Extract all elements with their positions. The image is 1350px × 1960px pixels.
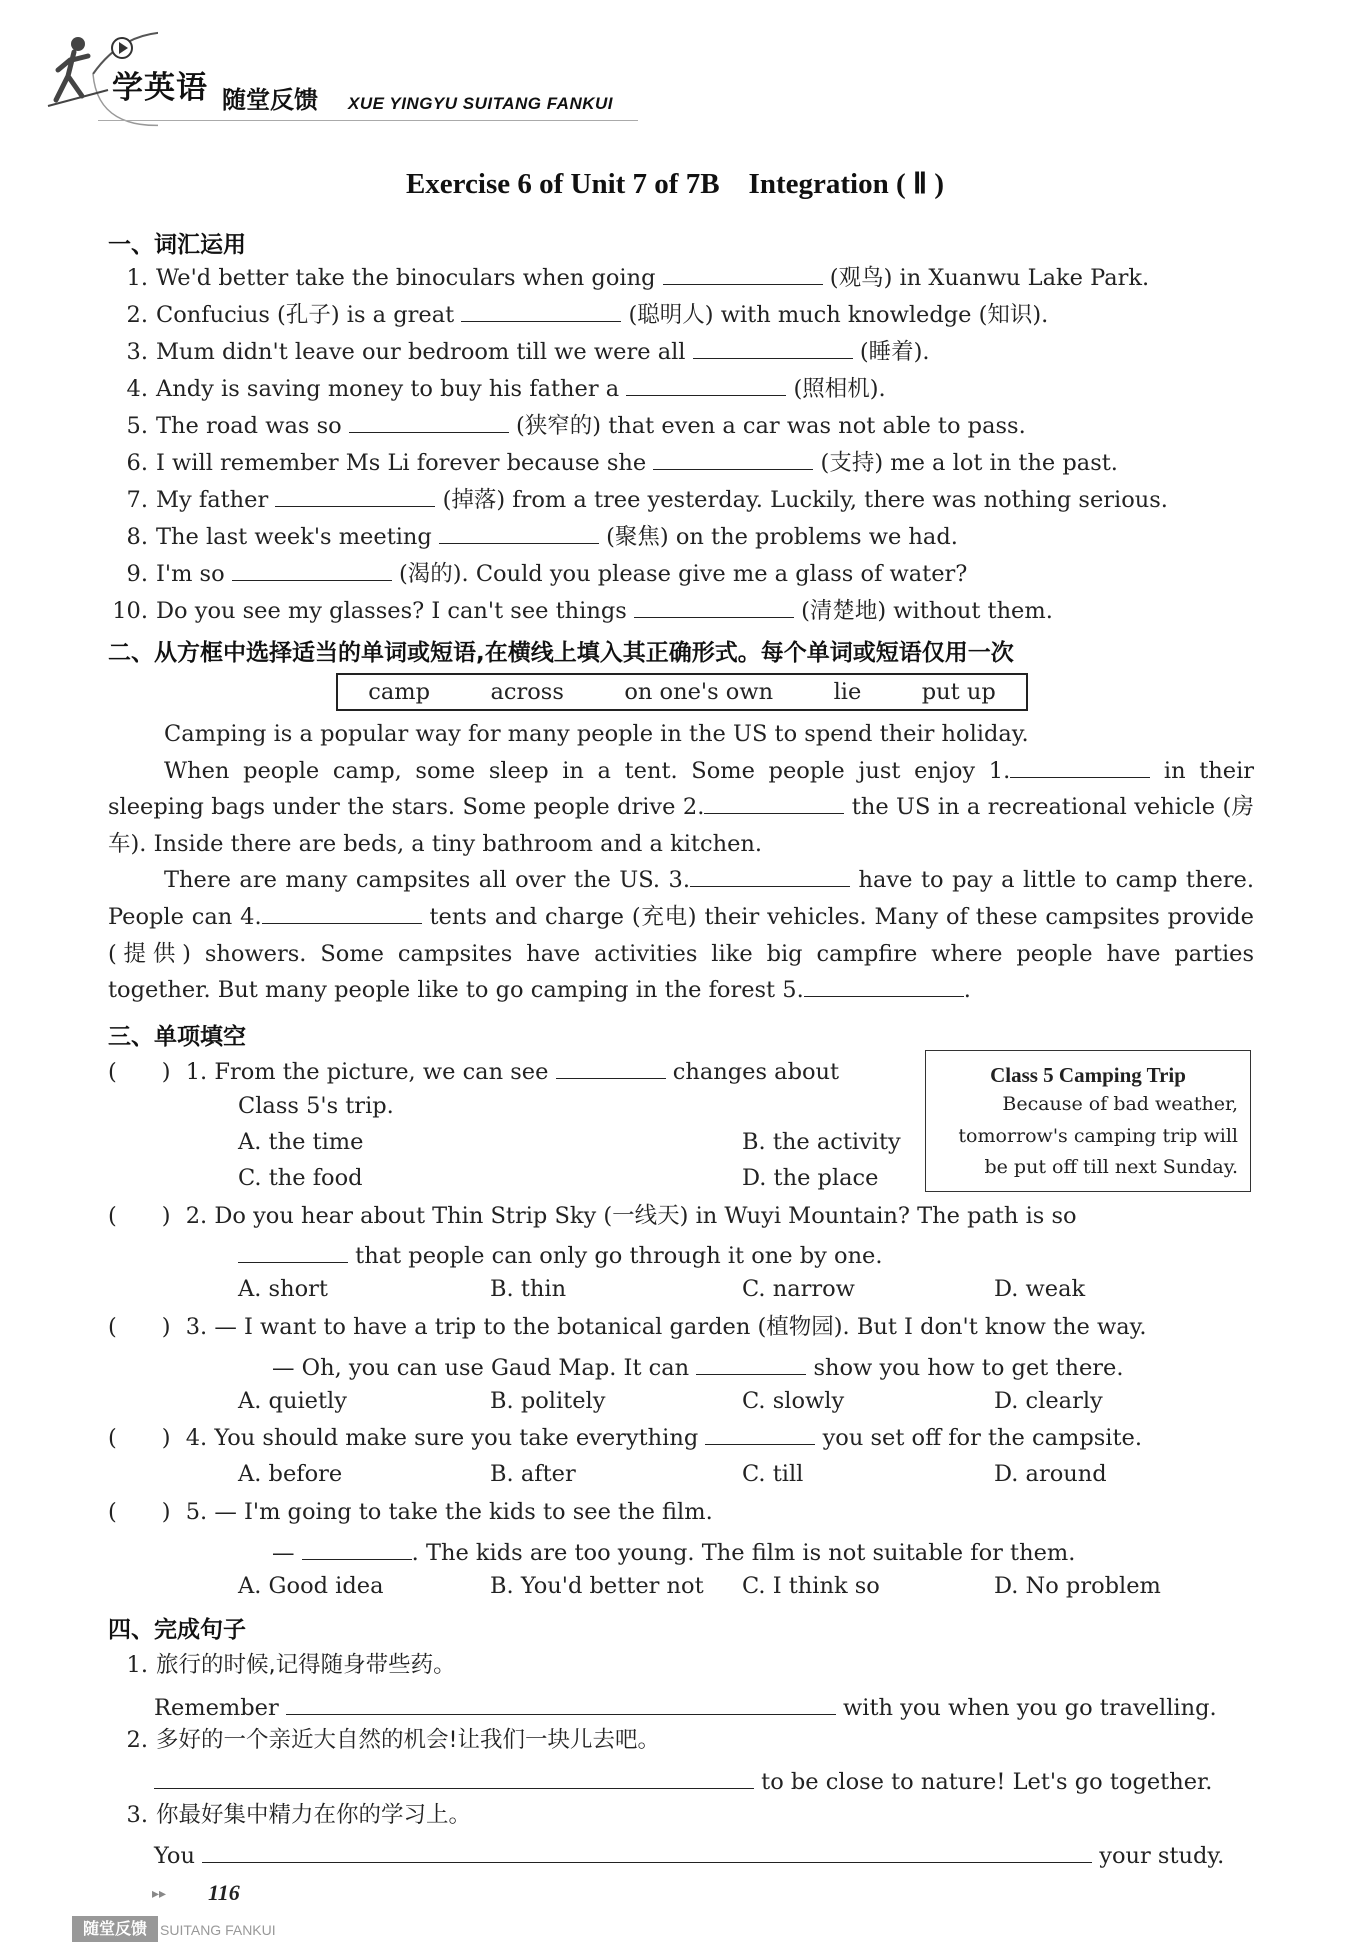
section-1-heading: 一、词汇运用 bbox=[108, 232, 246, 258]
cloze-passage bbox=[108, 716, 1254, 1009]
mc-question-1: ( ) 1. From the picture, we can see changes about bbox=[108, 1054, 839, 1090]
translation-answer: You your study. bbox=[154, 1838, 1224, 1869]
vocab-item: 1. We'd better take the binoculars when going (观鸟) in Xuanwu Lake Park. bbox=[108, 260, 1258, 296]
option-b[interactable]: B. thin bbox=[490, 1276, 567, 1302]
word-option: across bbox=[490, 679, 564, 705]
notice-line: be put off till next Sunday. bbox=[984, 1156, 1238, 1178]
vocab-item: 8. The last week's meeting (聚焦) on the problems we had. bbox=[108, 519, 1258, 555]
answer-blank[interactable] bbox=[275, 482, 435, 507]
passage-paragraph: Camping is a popular way for many people in the US to spend their holiday. bbox=[164, 721, 1029, 747]
option-c[interactable]: C. slowly bbox=[742, 1388, 845, 1414]
answer-blank[interactable] bbox=[238, 1238, 348, 1263]
option-a[interactable]: A. before bbox=[238, 1461, 343, 1487]
header-line bbox=[98, 120, 638, 121]
passage-paragraph: When people camp, some sleep in a tent. Some people just enjoy 1. in their sleeping bags under the stars. Some people drive 2. the US in a recreational vehicle (房车). Inside there are beds, a tiny bathroom and a kitchen. bbox=[108, 753, 1254, 863]
answer-blank[interactable] bbox=[349, 408, 509, 433]
answer-blank[interactable] bbox=[1010, 753, 1150, 778]
mc-question-5: ( ) 5. — I'm going to take the kids to see the film. bbox=[108, 1499, 713, 1525]
answer-paren[interactable]: ( ) bbox=[108, 1425, 171, 1451]
answer-blank[interactable] bbox=[461, 297, 621, 322]
vocab-item: 7. My father (掉落) from a tree yesterday. Luckily, there was nothing serious. bbox=[108, 482, 1258, 518]
answer-blank[interactable] bbox=[302, 1535, 412, 1560]
footer-logo: 随堂反馈 bbox=[72, 1916, 158, 1942]
option-b[interactable]: B. after bbox=[490, 1461, 576, 1487]
option-b[interactable]: B. You'd better not bbox=[490, 1573, 704, 1599]
answer-paren[interactable]: ( ) bbox=[108, 1059, 171, 1085]
question-text: — Oh, you can use Gaud Map. It can show you how to get there. bbox=[272, 1350, 1124, 1381]
header-title: 学英语 bbox=[112, 70, 208, 106]
answer-paren[interactable]: ( ) bbox=[108, 1499, 171, 1525]
option-a[interactable]: A. the time bbox=[238, 1129, 364, 1155]
translation-answer: Remember with you when you go travelling. bbox=[154, 1690, 1217, 1721]
footer-pinyin: SUITANG FANKUI bbox=[160, 1922, 276, 1938]
option-d[interactable]: D. the place bbox=[742, 1165, 879, 1191]
word-box bbox=[336, 673, 1028, 711]
mc-question-4: ( ) 4. You should make sure you take everything you set off for the campsite. bbox=[108, 1420, 1142, 1456]
footer-arrow-icon: ▸▸ bbox=[152, 1886, 167, 1902]
passage-paragraph: There are many campsites all over the US. 3. have to pay a little to camp there. People can 4. tents and charge (充电) their vehicles. Many of these campsites provide (提供) showers. Some campsites have activities like big campfire where people have parties together. But many people like to go camping in the forest 5. . bbox=[108, 862, 1254, 1008]
answer-blank[interactable] bbox=[663, 260, 823, 285]
word-option: lie bbox=[833, 679, 862, 705]
option-d[interactable]: D. clearly bbox=[994, 1388, 1103, 1414]
answer-paren[interactable]: ( ) bbox=[108, 1203, 171, 1229]
option-c[interactable]: C. narrow bbox=[742, 1276, 855, 1302]
option-d[interactable]: D. around bbox=[994, 1461, 1107, 1487]
answer-blank[interactable] bbox=[154, 1764, 754, 1789]
notice-title: Class 5 Camping Trip bbox=[990, 1063, 1186, 1087]
section-2-heading: 二、从方框中选择适当的单词或短语,在横线上填入其正确形式。每个单词或短语仅用一次 bbox=[108, 640, 1014, 666]
answer-blank[interactable] bbox=[705, 1420, 815, 1445]
word-option: put up bbox=[921, 679, 996, 705]
vocab-item: 2. Confucius (孔子) is a great (聪明人) with much knowledge (知识). bbox=[108, 297, 1258, 333]
question-text: Class 5's trip. bbox=[238, 1093, 394, 1119]
translation-prompt: 3. 你最好集中精力在你的学习上。 bbox=[126, 1802, 472, 1828]
header-pinyin: XUE YINGYU SUITANG FANKUI bbox=[348, 94, 614, 113]
notice-line: tomorrow's camping trip will bbox=[958, 1125, 1238, 1147]
word-option: camp bbox=[368, 679, 430, 705]
option-c[interactable]: C. till bbox=[742, 1461, 804, 1487]
option-a[interactable]: A. quietly bbox=[238, 1388, 347, 1414]
section-4-heading: 四、完成句子 bbox=[108, 1617, 246, 1643]
mc-question-3: ( ) 3. — I want to have a trip to the botanical garden (植物园). But I don't know the way. bbox=[108, 1314, 1147, 1340]
answer-blank[interactable] bbox=[262, 899, 422, 924]
translation-prompt: 1. 旅行的时候,记得随身带些药。 bbox=[126, 1652, 456, 1678]
answer-blank[interactable] bbox=[704, 789, 844, 814]
answer-blank[interactable] bbox=[232, 556, 392, 581]
vocab-item: 5. The road was so (狭窄的) that even a car was not able to pass. bbox=[108, 408, 1258, 444]
option-c[interactable]: C. I think so bbox=[742, 1573, 880, 1599]
answer-blank[interactable] bbox=[439, 519, 599, 544]
answer-blank[interactable] bbox=[696, 1350, 806, 1375]
vocab-item: 6. I will remember Ms Li forever because she (支持) me a lot in the past. bbox=[108, 445, 1258, 481]
answer-blank[interactable] bbox=[556, 1054, 666, 1079]
question-text: that people can only go through it one by one. bbox=[238, 1238, 883, 1269]
page-number: 116 bbox=[208, 1880, 240, 1905]
answer-paren[interactable]: ( ) bbox=[108, 1314, 171, 1340]
option-b[interactable]: B. the activity bbox=[742, 1129, 901, 1155]
option-a[interactable]: A. Good idea bbox=[238, 1573, 384, 1599]
option-d[interactable]: D. No problem bbox=[994, 1573, 1161, 1599]
vocab-item: 3. Mum didn't leave our bedroom till we were all (睡着). bbox=[108, 334, 1258, 370]
option-c[interactable]: C. the food bbox=[238, 1165, 363, 1191]
answer-blank[interactable] bbox=[804, 972, 964, 997]
option-b[interactable]: B. politely bbox=[490, 1388, 606, 1414]
question-text: — . The kids are too young. The film is not suitable for them. bbox=[272, 1535, 1075, 1566]
vocab-item: 4. Andy is saving money to buy his father a (照相机). bbox=[108, 371, 1258, 407]
section-3-heading: 三、单项填空 bbox=[108, 1024, 246, 1050]
header-subtitle: 随堂反馈 bbox=[222, 85, 318, 114]
answer-blank[interactable] bbox=[690, 862, 850, 887]
answer-blank[interactable] bbox=[626, 371, 786, 396]
answer-blank[interactable] bbox=[653, 445, 813, 470]
answer-blank[interactable] bbox=[202, 1838, 1092, 1863]
notice-card bbox=[925, 1050, 1251, 1192]
translation-prompt: 2. 多好的一个亲近大自然的机会!让我们一块儿去吧。 bbox=[126, 1727, 661, 1753]
option-a[interactable]: A. short bbox=[238, 1276, 328, 1302]
mc-question-2: ( ) 2. Do you hear about Thin Strip Sky (一线天) in Wuyi Mountain? The path is so bbox=[108, 1203, 1077, 1229]
option-d[interactable]: D. weak bbox=[994, 1276, 1086, 1302]
word-option: on one's own bbox=[624, 679, 774, 705]
vocab-item: 10. Do you see my glasses? I can't see things (清楚地) without them. bbox=[108, 593, 1258, 629]
answer-blank[interactable] bbox=[286, 1690, 836, 1715]
vocab-item: 9. I'm so (渴的). Could you please give me a glass of water? bbox=[108, 556, 1258, 592]
translation-answer: to be close to nature! Let's go together. bbox=[154, 1764, 1212, 1795]
answer-blank[interactable] bbox=[693, 334, 853, 359]
page-title: Exercise 6 of Unit 7 of 7B Integration ( Ⅱ ) bbox=[405, 168, 945, 200]
answer-blank[interactable] bbox=[634, 593, 794, 618]
notice-line: Because of bad weather, bbox=[1002, 1093, 1238, 1115]
